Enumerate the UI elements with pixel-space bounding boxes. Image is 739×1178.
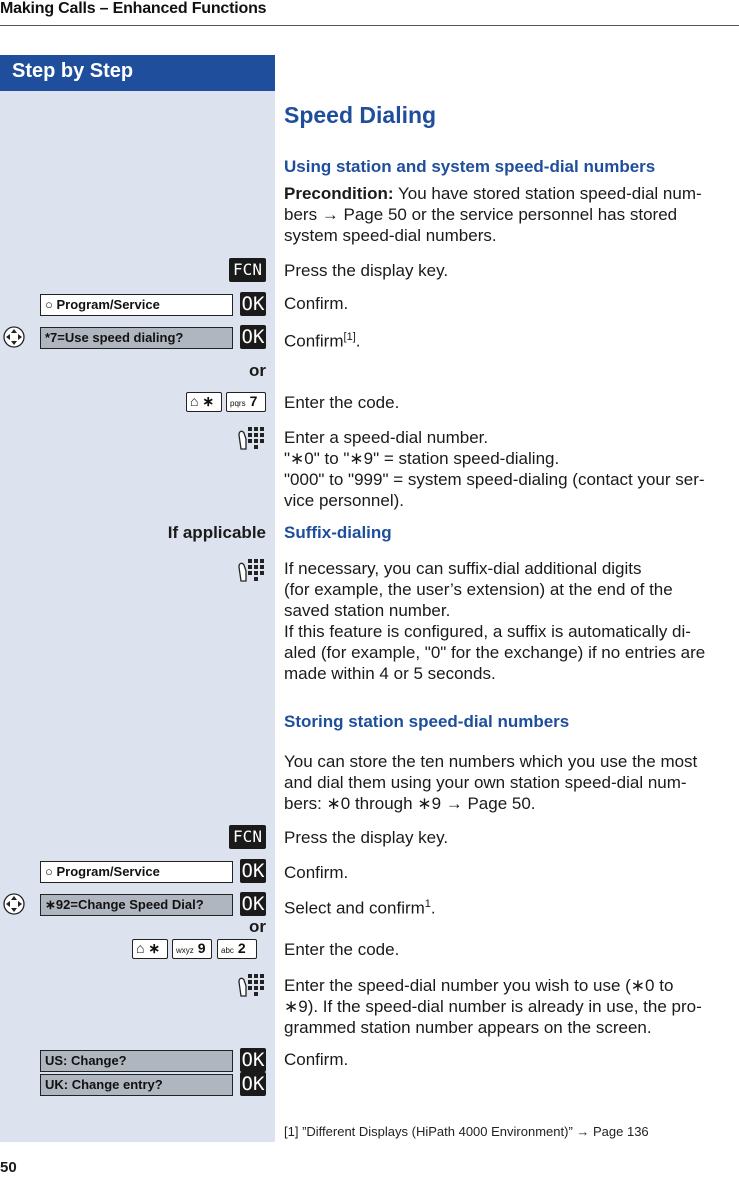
step-text: Enter a speed-dial number. "∗0" to "∗9" = station speed-dialing. "000" to "999" = system speed-dialing (contact your ser- vice personnel). (284, 428, 705, 510)
footnote-marker: 1 (424, 898, 431, 910)
display-program-service[interactable]: ○ Program/Service (40, 294, 233, 316)
if-applicable-label: If applicable (167, 523, 266, 542)
step-by-step-column (0, 55, 275, 1142)
ok-key[interactable]: OK (241, 1049, 265, 1071)
display-program-service[interactable]: ○ Program/Service (40, 861, 233, 883)
step-text: Confirm. (284, 863, 349, 882)
precondition-text: Precondition: You have stored station speed-dial num- bers → Page 50 or the service personnel has stored system speed-dial numbers. (284, 184, 702, 245)
step-text: Confirm. (284, 1050, 349, 1069)
subsection-title-using: Using station and system speed-dial numbers (284, 157, 656, 176)
display-uk-change[interactable]: UK: Change entry? (40, 1074, 233, 1096)
ok-key[interactable]: OK (241, 326, 265, 348)
ok-key[interactable]: OK (241, 893, 265, 915)
nine-key[interactable]: wxyz 9 (172, 939, 212, 959)
navigation-arrows-icon[interactable] (3, 326, 25, 348)
step-text: Enter the code. (284, 393, 400, 412)
star-key[interactable]: ⌂ ∗ (132, 939, 168, 959)
display-us-change[interactable]: US: Change? (40, 1050, 233, 1072)
step-text: Select and confirm$^1$. (284, 898, 436, 918)
ok-key[interactable]: OK (241, 860, 265, 882)
subsection-title-suffix: Suffix-dialing (284, 523, 392, 542)
section-title: Speed Dialing (284, 102, 437, 128)
step-text: Enter the code. (284, 940, 400, 959)
page-number: 50 (0, 1159, 17, 1176)
suffix-text: If necessary, you can suffix-dial additional digits (for example, the user’s extension) at the end of the saved station number. If this feature is configured, a suffix is automatically di- aled (for example, "0" for the exchange) if no entries are made within 4 or 5 seconds. (284, 559, 706, 683)
subsection-title-storing: Storing station speed-dial numbers (284, 712, 570, 731)
step-by-step-heading: Step by Step (0, 55, 275, 91)
seven-key[interactable]: pqrs 7 (226, 392, 266, 412)
step-text: Enter the speed-dial number you wish to use (∗0 to ∗9). If the speed-dial number is already in use, the pro- grammed station number appears on the screen. (284, 976, 702, 1037)
keypad-icon (236, 557, 266, 585)
precondition-label: Precondition: (284, 184, 394, 203)
step-text: Press the display key. (284, 261, 449, 280)
display-change-speed-dial[interactable]: ∗92=Change Speed Dial? (40, 894, 233, 916)
step-text: Confirm. (284, 294, 349, 313)
or-label: or (249, 361, 266, 380)
footnote: [1] ”Different Displays (HiPath 4000 Environment)” → Page 136 (284, 1124, 649, 1139)
ok-key[interactable]: OK (241, 1073, 265, 1095)
fcn-key[interactable]: FCN (229, 825, 266, 849)
storing-text: You can store the ten numbers which you use the most and dial them using your own station speed-dial num- bers: ∗0 through ∗9 → Page 50. (284, 752, 698, 813)
ok-key[interactable]: OK (241, 293, 265, 315)
keypad-icon (236, 972, 266, 1000)
navigation-arrows-icon[interactable] (3, 893, 25, 915)
star-key[interactable]: ⌂ ∗ (186, 392, 222, 412)
two-key[interactable]: abc 2 (217, 939, 257, 959)
keypad-icon (236, 425, 266, 453)
fcn-key[interactable]: FCN (229, 258, 266, 282)
display-use-speed-dialing[interactable]: *7=Use speed dialing? (40, 327, 233, 349)
or-label: or (249, 917, 266, 936)
footnote-marker: [1] (343, 331, 356, 343)
step-text: Confirm[1]. (284, 331, 361, 351)
page-header-title: Making Calls – Enhanced Functions (0, 0, 267, 17)
step-text: Press the display key. (284, 828, 449, 847)
header-divider (0, 25, 739, 26)
